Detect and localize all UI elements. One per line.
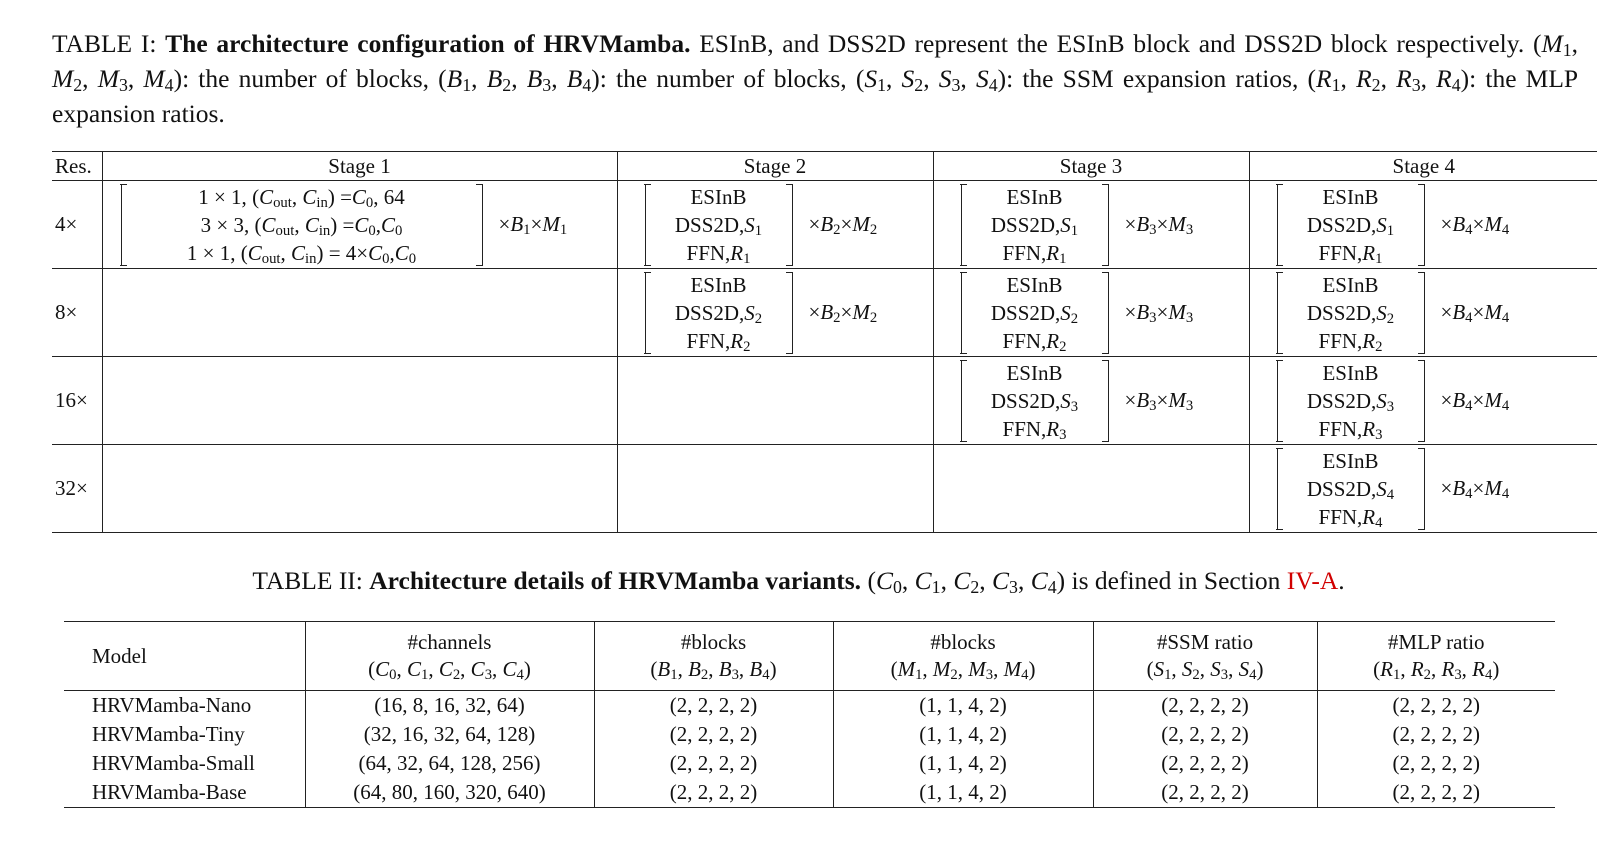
table1-caption-label: TABLE I: (52, 29, 166, 58)
ssm-value: (2, 2, 2, 2) (1093, 749, 1317, 778)
stage3-bracket-8x (961, 272, 1109, 354)
table1-row-8x (52, 269, 1597, 357)
block-name: ESInB (1322, 272, 1379, 297)
model-name: HRVMamba-Small (92, 751, 255, 775)
stage4-multiplier: $\times B_4\times M_4$ (1440, 212, 1510, 239)
dss-line: $DSS2D,S_4$ (1306, 476, 1395, 503)
math-c-tuple: ($C_0$, $C_1$, $C_2$, $C_3$, $C_4$) (867, 566, 1066, 597)
ffn-line: $FFN,R_4$ (1318, 504, 1383, 531)
stage2-cell-empty (617, 445, 933, 533)
block-name: ESInB (690, 272, 747, 297)
block-name: ESInB (1322, 360, 1379, 385)
table1-row-4x (52, 181, 1597, 269)
mlp-value: (2, 2, 2, 2) (1317, 778, 1555, 808)
blocks-m-value: (1, 1, 4, 2) (833, 778, 1093, 808)
channels-value: (64, 80, 160, 320, 640) (305, 778, 594, 808)
dss-line: $DSS2D,S_2$ (990, 300, 1079, 327)
table1-caption-text-3: : the number of blocks, (599, 64, 856, 93)
dss-line: $DSS2D,S_3$ (1306, 388, 1395, 415)
res-32x: 32× (52, 445, 102, 533)
stage3-cell-empty (933, 445, 1249, 533)
block-name: ESInB (1322, 184, 1379, 209)
table1-caption-text-4: : the SSM expansion ratios, (1006, 64, 1308, 93)
stage4-multiplier: $\times B_4\times M_4$ (1440, 476, 1510, 503)
math-s-tuple: ($S_1$, $S_2$, $S_3$, $S_4$) (855, 64, 1007, 95)
res-8x: 8× (52, 269, 102, 357)
res-4x: 4× (52, 181, 102, 269)
mlp-value: (2, 2, 2, 2) (1317, 691, 1555, 721)
stage4-cell-4x (1249, 181, 1597, 269)
header-channels: #channels ($C_0$, $C_1$, $C_2$, $C_3$, $C_4$) (305, 622, 594, 691)
res-16x: 16× (52, 357, 102, 445)
model-name: HRVMamba-Base (64, 778, 305, 808)
stage1-line-1: 1 × 1, ($C_{out}$, $C_{in}) =C_0$, 64 (198, 184, 405, 211)
section-ref-link[interactable]: IV-A (1286, 566, 1339, 595)
stage1-cell-empty (102, 269, 617, 357)
stage1-cell-empty (102, 445, 617, 533)
stage4-bracket-8x (1277, 272, 1425, 354)
channels-value: (16, 8, 16, 32, 64) (305, 691, 594, 721)
stage2-multiplier: $\times B_2\times M_2$ (808, 300, 878, 327)
ffn-line: $FFN,R_2$ (1002, 328, 1067, 355)
ssm-value: (2, 2, 2, 2) (1093, 778, 1317, 808)
table1-row-32x (52, 445, 1597, 533)
dss-line: $DSS2D,S_3$ (990, 388, 1079, 415)
ffn-line: $FFN,R_1$ (1318, 240, 1383, 267)
stage4-multiplier: $\times B_4\times M_4$ (1440, 388, 1510, 415)
table2-caption-label: TABLE II: (252, 566, 370, 595)
stage1-cell (102, 181, 617, 269)
stage4-bracket-4x (1277, 184, 1425, 266)
blocks-b-value: (2, 2, 2, 2) (594, 749, 833, 778)
dss-line: $DSS2D,S_1$ (674, 212, 763, 239)
block-name: ESInB (690, 184, 747, 209)
stage3-multiplier: $\times B_3\times M_3$ (1124, 300, 1194, 327)
dss-line: $DSS2D,S_2$ (674, 300, 763, 327)
math-r-tuple: ($R_1$, $R_2$, $R_3$, $R_4$) (1307, 64, 1470, 95)
header-stage-4: Stage 4 (1249, 152, 1597, 181)
model-name: HRVMamba-Nano (92, 693, 252, 717)
blocks-b-value: (2, 2, 2, 2) (594, 720, 833, 749)
stage1-line-3: 1 × 1, ($C_{out}$, $C_{in}) = 4\times C_0,C_0$ (186, 240, 417, 267)
ffn-line: $FFN,R_3$ (1002, 416, 1067, 443)
blocks-b-value: (2, 2, 2, 2) (594, 778, 833, 808)
header-blocks-b: #blocks ($B_1$, $B_2$, $B_3$, $B_4$) (594, 622, 833, 691)
block-name: ESInB (1006, 184, 1063, 209)
stage3-cell-4x (933, 181, 1249, 269)
model-name: HRVMamba-Tiny (92, 722, 245, 746)
table1-caption (52, 26, 1578, 131)
header-model: Model (64, 622, 305, 691)
block-name: ESInB (1006, 272, 1063, 297)
table2-caption: TABLE II: Architecture details of HRVMamba variants. ($C_0$, $C_1$, $C_2$, $C_3$, $C_4$) is defined in Section IV-A. (252, 566, 1345, 597)
dss-line: $DSS2D,S_2$ (1306, 300, 1395, 327)
ssm-value: (2, 2, 2, 2) (1093, 720, 1317, 749)
table-row (64, 691, 1555, 721)
table-row (64, 778, 1555, 808)
stage4-cell-8x (1249, 269, 1597, 357)
stage1-line-2: 3 × 3, ($C_{out}$, $C_{in}) =C_0,C_0$ (200, 212, 403, 239)
stage4-cell-16x (1249, 357, 1597, 445)
stage1-bracket (121, 184, 483, 266)
table1-caption-bold: The architecture configuration of HRVMamba. (165, 29, 691, 58)
math-m-tuple: ($M_1$, $M_2$, $M_3$, $M_4$) (52, 29, 1579, 95)
header-mlp-ratio: #MLP ratio ($R_1$, $R_2$, $R_3$, $R_4$) (1317, 622, 1555, 691)
stage2-bracket-8x (645, 272, 793, 354)
stage3-cell-16x (933, 357, 1249, 445)
table1-header-row (52, 152, 1597, 181)
table-row (64, 720, 1555, 749)
stage3-bracket-16x (961, 360, 1109, 442)
blocks-m-value: (1, 1, 4, 2) (833, 691, 1093, 721)
ffn-line: $FFN,R_2$ (686, 328, 751, 355)
ssm-value: (2, 2, 2, 2) (1093, 691, 1317, 721)
stage2-cell-4x (617, 181, 933, 269)
header-res: Res. (52, 152, 102, 181)
dss-line: $DSS2D,S_1$ (990, 212, 1079, 239)
channels-value: (64, 32, 64, 128, 256) (305, 749, 594, 778)
stage4-bracket-32x (1277, 448, 1425, 530)
math-b-tuple: ($B_1$, $B_2$, $B_3$, $B_4$) (438, 64, 600, 95)
ffn-line: $FFN,R_1$ (1002, 240, 1067, 267)
stage1-multiplier: $\times B_1\times M_1$ (498, 212, 568, 239)
stage2-multiplier: $\times B_2\times M_2$ (808, 212, 878, 239)
header-blocks-m: #blocks ($M_1$, $M_2$, $M_3$, $M_4$) (833, 622, 1093, 691)
ffn-line: $FFN,R_2$ (1318, 328, 1383, 355)
stage4-bracket-16x (1277, 360, 1425, 442)
table1-caption-text-1: ESInB, and DSS2D represent the ESInB block and DSS2D block respectively. (690, 29, 1533, 58)
blocks-b-value: (2, 2, 2, 2) (594, 691, 833, 721)
table-row (64, 749, 1555, 778)
stage2-cell-empty (617, 357, 933, 445)
stage1-cell-empty (102, 357, 617, 445)
table2-caption-text: is defined in Section (1065, 566, 1287, 595)
ffn-line: $FFN,R_3$ (1318, 416, 1383, 443)
header-stage-2: Stage 2 (617, 152, 933, 181)
header-ssm-ratio: #SSM ratio ($S_1$, $S_2$, $S_3$, $S_4$) (1093, 622, 1317, 691)
stage4-multiplier: $\times B_4\times M_4$ (1440, 300, 1510, 327)
blocks-m-value: (1, 1, 4, 2) (833, 749, 1093, 778)
stage2-bracket-4x (645, 184, 793, 266)
stage4-cell-32x (1249, 445, 1597, 533)
table1-caption-text-2: : the number of blocks, (182, 64, 439, 93)
mlp-value: (2, 2, 2, 2) (1317, 749, 1555, 778)
block-name: ESInB (1322, 448, 1379, 473)
architecture-table (52, 151, 1597, 533)
stage3-multiplier: $\times B_3\times M_3$ (1124, 388, 1194, 415)
channels-value: (32, 16, 32, 64, 128) (305, 720, 594, 749)
table1-row-16x (52, 357, 1597, 445)
table1-caption-text-5: : the MLP expansion ratios. (52, 64, 1579, 128)
block-name: ESInB (1006, 360, 1063, 385)
stage2-cell-8x (617, 269, 933, 357)
ffn-line: $FFN,R_1$ (686, 240, 751, 267)
stage3-cell-8x (933, 269, 1249, 357)
table2-header-row (64, 622, 1555, 691)
stage3-multiplier: $\times B_3\times M_3$ (1124, 212, 1194, 239)
blocks-m-value: (1, 1, 4, 2) (833, 720, 1093, 749)
variants-table (64, 621, 1555, 808)
dss-line: $DSS2D,S_1$ (1306, 212, 1395, 239)
stage3-bracket-4x (961, 184, 1109, 266)
header-stage-1: Stage 1 (102, 152, 617, 181)
mlp-value: (2, 2, 2, 2) (1317, 720, 1555, 749)
header-stage-3: Stage 3 (933, 152, 1249, 181)
table2-caption-bold: Architecture details of HRVMamba variants. (369, 566, 862, 595)
